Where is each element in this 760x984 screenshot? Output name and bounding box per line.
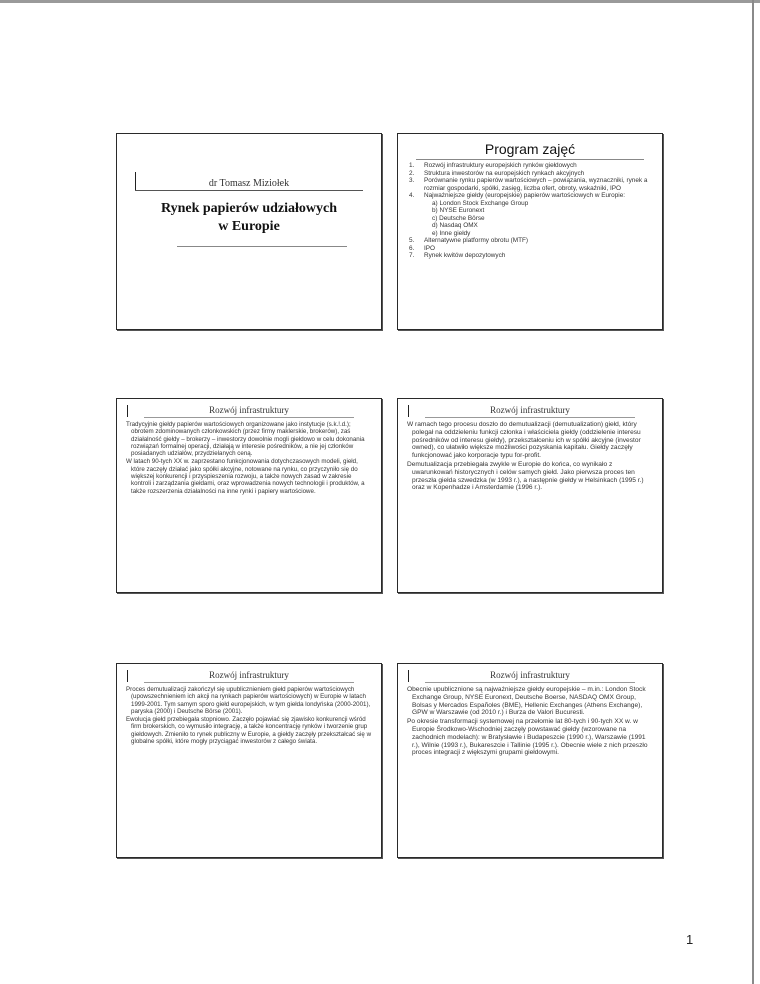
slide-infrastructure-1 [116, 398, 382, 593]
agenda-item: 2. Struktura inwestorów na europejskich rynkach akcyjnych [409, 169, 585, 177]
page-edge-right [752, 0, 754, 984]
agenda-rule [416, 159, 644, 160]
slide-rule [425, 417, 635, 418]
agenda-item: 6. IPO [409, 244, 436, 252]
slide-paragraph: W ramach tego procesu doszło do demutualizacji (demutualization) giełd, który polegał na oddzieleniu funkcji członka i właściciela giełdy (oddzielenie interesu pośredników od interesu giełdy), przekształceniu ich w spółki akcyjne (investor owned), co ułatwiło większe możliwości pozyskania kapitału. Giełdy zaczęły funkcjonować jako korporacje typu for-profit. [407, 421, 641, 460]
agenda-item: 7. Rynek kwitów depozytowych [409, 252, 506, 259]
main-title-line-2: w Europie [218, 219, 280, 234]
slide-title [116, 133, 382, 330]
slide-infrastructure-4 [397, 663, 663, 858]
main-title-line-1: Rynek papierów udziałowych [160, 201, 338, 216]
slide-title-text: Rozwój infrastruktury [209, 405, 289, 415]
slide-infrastructure-2 [397, 398, 663, 593]
title-rule-top [135, 190, 363, 191]
agenda-subitem: c) Deutsche Börse [432, 214, 485, 222]
slide-accent-bar [127, 405, 128, 417]
slide-paragraph: Ewolucja giełd przebiegała stopniowo. Zaczęło pojawiać się zjawisko konkurencji wśród firm brokerskich, co wymusiło integrację, a także koncentrację rynków i tworzenie grup giełdowych. Zmieniło to rynek publiczny w Europie, a giełdy zaczęły przekształcać się w globalne spółki, które mogły przyciągać inwestorów z całego świata. [126, 716, 372, 746]
slide-rule [144, 682, 354, 683]
agenda-item: 3. Porównanie rynku papierów wartościowych – powiązania, wyznaczniki, rynek a rozmiar gospodarki, spółki, zasięg, liczba ofert, obroty, wskaźniki, IPO [409, 177, 648, 192]
agenda-item: 5. Alternatywne platformy obrotu (MTF) [409, 237, 529, 244]
slide-paragraph: Tradycyjnie giełdy papierów wartościowych organizowane jako instytucje (s.k.!.d.); obrotem zdominowanych członkowskich (przez firmy maklerskie, brokerów), zaś działalność giełdy – brokerzy – inwestorzy dowolnie mogli giełdowo w celu dokonania rozwiązań formalnej operacji, działają w interesie pośredników, a nie jej członków posiadanych udziałów, przydzielanych ceną. [126, 421, 365, 458]
slide-author: dr Tomasz Miziołek [208, 178, 290, 189]
slide-paragraph: Po okresie transformacji systemowej na przełomie lat 80-tych i 90-tych XX w. w Europie Środkowo-Wschodniej zaczęły powstawać giełdy (wzorowane na zachodnich modelach): w Bratysławie i Budapeszcie (1990 r.), Warszawie (1991 r.), Wilnie (1993 r.), Bukareszcie i Tallinie (1995 r.). Obecnie wiele z nich przeszło proces integracji z większymi grupami giełdowymi. [407, 718, 648, 757]
slide-infrastructure-3 [116, 663, 382, 858]
agenda-item: 4. Najważniejsze giełdy (europejskie) papierów wartościowych w Europie: [409, 192, 626, 199]
slide-main-title [127, 200, 371, 236]
slide-accent-bar [127, 670, 128, 682]
title-rule-bottom [177, 246, 347, 247]
slide-title-text: Rozwój infrastruktury [490, 405, 570, 415]
agenda-list [398, 162, 662, 260]
agenda-subitem: e) Inne giełdy [432, 229, 471, 237]
slide-accent-bar [408, 405, 409, 417]
slide-rule [144, 417, 354, 418]
slide-paragraph: Demutualizacja przebiegała zwykle w Europie do końca, co wynikało z uwarunkowań historycznych i celów samych giełd. Jako pierwsza proces ten przeszła giełda szwedzka (w 1993 r.), a następnie giełdy w Helsinkach (1995 r.) oraz w Kopenhadze i Amsterdamie (1996 r.). [407, 460, 644, 492]
page-edge-top [0, 0, 760, 3]
agenda-item: 1. Rozwój infrastruktury europejskich rynków giełdowych [409, 162, 577, 169]
slide-agenda [397, 133, 663, 330]
slide-paragraph: Proces demutualizacji zakończył się upublicznieniem giełd papierów wartościowych (upowszechnieniem ich akcji na rynkach papierów wartościowych) w Europie w latach 1999-2001. Tym samym sporo giełd europejskich, w tym giełda londyńska (2000-2001), paryska (2000) i Deutsche Börse (2001). [126, 686, 371, 715]
page-number: 1 [686, 932, 694, 947]
slide-paragraph: Obecnie upublicznione są najważniejsze giełdy europejskie – m.in.: London Stock Exchange Group, NYSE Euronext, Deutsche Boerse, NASDAQ OMX Group, Bolsas y Mercados Españoles (BME), Hellenic Exchanges (Athens Exchange), GPW w Warszawie (od 2010 r.) i Burza de Valori Bucuresti. [407, 686, 646, 717]
slide-title-text: Rozwój infrastruktury [490, 670, 570, 680]
agenda-subitem: b) NYSE Euronext [432, 207, 485, 214]
agenda-title: Program zajęć [484, 141, 576, 157]
slide-accent-bar [408, 670, 409, 682]
slide-rule [425, 682, 635, 683]
agenda-subitem: a) London Stock Exchange Group [432, 199, 529, 207]
agenda-subitem: d) Nasdaq OMX [432, 222, 478, 229]
slide-paragraph: W latach 90-tych XX w. zaprzestano funkcjonowania dotychczasowych modeli, giełd, które zaczęły działać jako spółki akcyjne, notowane na rynku, co przyczyniło się do większej konkurencji i przyspieszenia rozwoju, a także nowych zasad w zakresie kontroli i zarządzania giełdami, oraz wprowadzenia nowych technologii i produktów, a także rozszerzenia działalności na inne rynki i papiery wartościowe. [126, 458, 365, 495]
slide-title-text: Rozwój infrastruktury [209, 670, 289, 680]
